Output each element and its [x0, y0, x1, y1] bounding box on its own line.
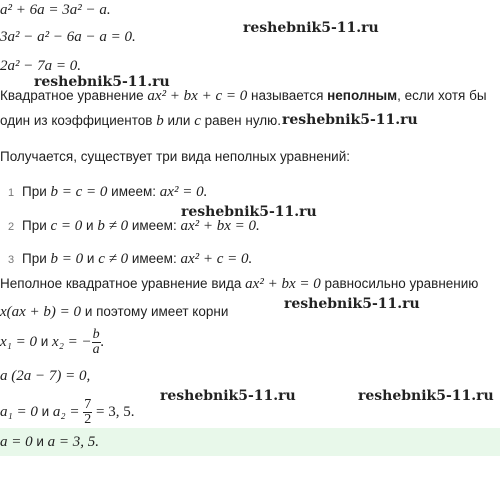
equation-line-1 [0, 2, 111, 19]
text: При [22, 251, 51, 266]
text: называется [247, 88, 328, 103]
list-number: 2 [7, 221, 15, 233]
paragraph-line [0, 304, 228, 321]
math: a₂ = [52, 404, 84, 421]
text: или [163, 113, 195, 128]
text: и [37, 334, 53, 350]
list-item [0, 184, 207, 201]
math: . [100, 334, 105, 351]
math: = 3, 5. [92, 404, 135, 421]
math: a₁ = 0 [0, 404, 38, 421]
fraction [92, 328, 101, 357]
watermark: reshebnik5-11.ru [34, 74, 170, 90]
math: x(ax + b) = 0 [0, 304, 82, 320]
answer-line [0, 434, 99, 451]
list-item [0, 251, 252, 268]
math: a = 3, 5. [47, 434, 100, 450]
definition-paragraph-line-2 [0, 113, 281, 130]
math: ax² = 0. [159, 184, 208, 200]
equation-text: 3a² − a² − 6a − a = 0. [0, 29, 136, 45]
math: ax² + c = 0. [180, 251, 253, 267]
text: имеем: [107, 184, 160, 199]
denominator: 2 [84, 412, 92, 427]
text: и [83, 251, 99, 266]
watermark: reshebnik5-11.ru [243, 20, 379, 36]
watermark: reshebnik5-11.ru [181, 204, 317, 220]
math: b = 0 [50, 251, 84, 267]
text: При [22, 184, 51, 199]
text: равен нулю. [200, 113, 282, 128]
equation-line-factored [0, 368, 90, 385]
denominator: a [92, 342, 100, 357]
roots-formula [0, 328, 104, 357]
watermark: reshebnik5-11.ru [160, 388, 296, 404]
solutions-formula [0, 398, 134, 427]
math: a = 0 [0, 434, 33, 450]
text: один из коэффициентов [0, 113, 157, 128]
equation-line-2 [0, 29, 136, 46]
text: имеем: [128, 251, 181, 266]
numerator: 7 [84, 397, 92, 412]
text: и [37, 404, 53, 420]
math: c [194, 113, 201, 129]
paragraph-line [0, 276, 478, 293]
text: При [22, 218, 51, 233]
watermark: reshebnik5-11.ru [284, 296, 420, 312]
text: Неполное квадратное уравнение вида [0, 276, 246, 291]
text: , если хотя бы [397, 88, 487, 103]
equation-text: a² + 6a = 3a² − a. [0, 2, 111, 18]
text: и [82, 218, 98, 233]
numerator: b [92, 327, 100, 342]
intro-text: Получается, существует три вида неполных уравнений: [0, 149, 350, 164]
definition-paragraph-line-1 [0, 88, 487, 105]
text: Квадратное уравнение [0, 88, 148, 103]
math: a (2a − 7) = 0, [0, 368, 91, 384]
math: ax² + bx = 0. [180, 218, 260, 234]
math: x₁ = 0 [0, 334, 37, 351]
equation-text: 2a² − 7a = 0. [0, 58, 81, 74]
math: b = c = 0 [50, 184, 108, 200]
text: равносильно уравнению [320, 276, 479, 291]
math: c ≠ 0 [98, 251, 129, 267]
math: b ≠ 0 [97, 218, 129, 234]
text: и [32, 434, 48, 449]
fraction [83, 398, 92, 427]
list-number: 3 [7, 254, 15, 266]
math: x₂ = − [52, 334, 92, 351]
math: ax² + bx = 0 [245, 276, 321, 292]
list-item [0, 218, 260, 235]
math: b [156, 113, 164, 129]
math: ax² + bx + c = 0 [147, 88, 248, 104]
bold-term: неполным [327, 88, 398, 103]
math: c = 0 [50, 218, 83, 234]
equation-line-3 [0, 58, 81, 75]
watermark: reshebnik5-11.ru [282, 112, 418, 128]
watermark: reshebnik5-11.ru [358, 388, 494, 404]
list-number: 1 [7, 187, 15, 199]
text: имеем: [128, 218, 181, 233]
text: и поэтому имеет корни [81, 304, 229, 319]
